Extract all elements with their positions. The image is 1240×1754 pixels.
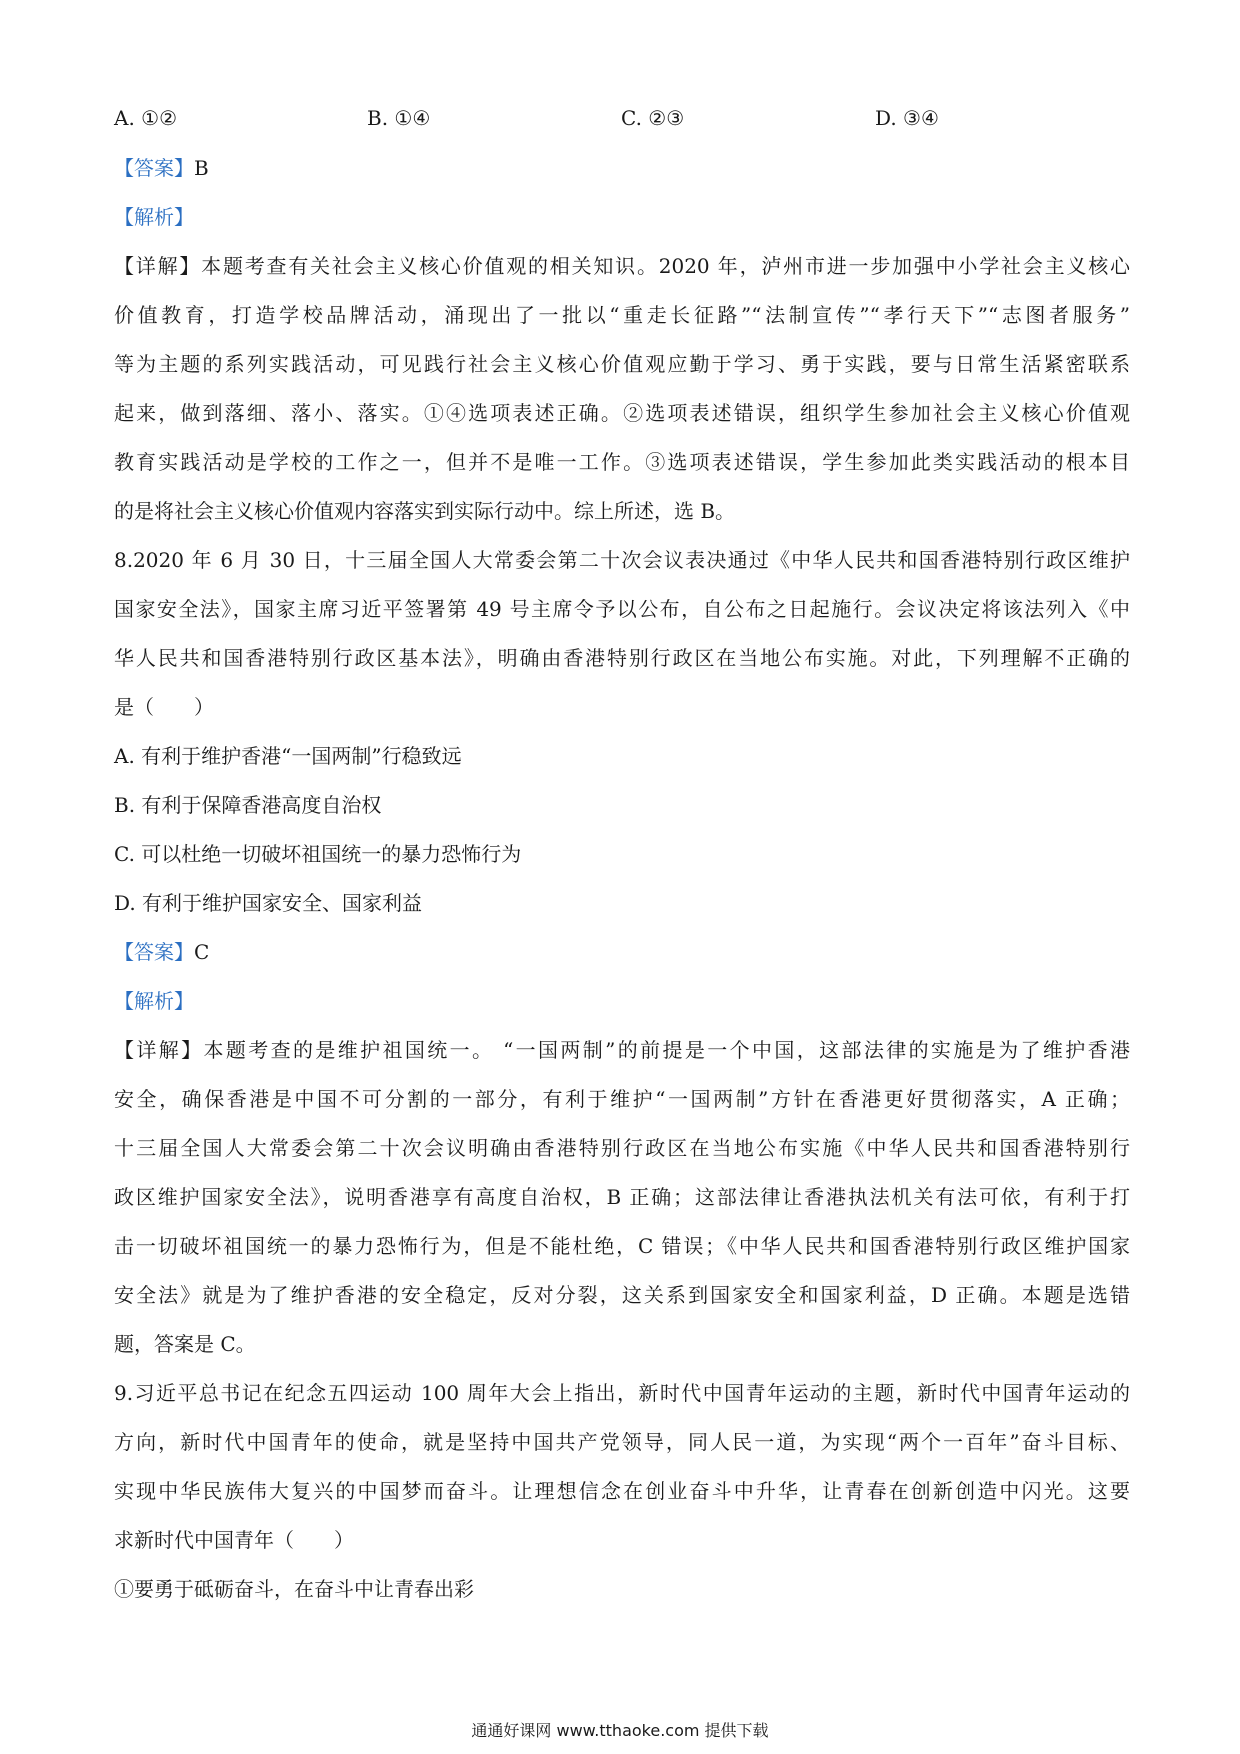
q8-option-a: A. 有利于维护香港“一国两制”行稳致远 [114, 744, 462, 768]
detail-text: 本题考查的是维护祖国统一。 “一国两制”的前提是一个中国，这部法律的实施是为了维护香港 [203, 1038, 1130, 1062]
q8-analysis-line [114, 987, 1130, 1015]
q7-option-a: A. ①② [114, 106, 178, 130]
q8-detail-line [114, 1036, 1130, 1064]
answer-tag: 【答案】 [114, 940, 194, 964]
q7-detail-line: 等为主题的系列实践活动，可见践行社会主义核心价值观应勤于学习、勇于实践，要与日常生活紧密联系 [114, 352, 1130, 376]
q7-detail-line: 的是将社会主义核心价值观内容落实到实际行动中。综上所述，选 B。 [114, 499, 736, 523]
q8-detail-line: 十三届全国人大常委会第二十次会议明确由香港特别行政区在当地公布实施《中华人民共和国香港特别行 [114, 1136, 1130, 1160]
q7-detail-line: 教育实践活动是学校的工作之一，但并不是唯一工作。③选项表述错误，学生参加此类实践活动的根本目 [114, 450, 1130, 474]
q9-stem-line: 9.习近平总书记在纪念五四运动 100 周年大会上指出，新时代中国青年运动的主题，新时代中国青年运动的 [114, 1381, 1130, 1405]
q9-item-1: ①要勇于砥砺奋斗，在奋斗中让青春出彩 [114, 1577, 474, 1601]
answer-tag: 【答案】 [114, 156, 194, 180]
q8-option-b: B. 有利于保障香港高度自治权 [114, 793, 382, 817]
detail-tag: 【详解】 [114, 1038, 204, 1062]
q8-detail-line: 安全法》就是为了维护香港的安全稳定，反对分裂，这关系到国家安全和国家利益，D 正确。本题是选错 [114, 1283, 1130, 1307]
page-footer: 通通好课网 www.tthaoke.com 提供下载 [471, 1721, 769, 1740]
detail-tag: 【详解】 [114, 254, 202, 278]
q8-option-c: C. 可以杜绝一切破坏祖国统一的暴力恐怖行为 [114, 842, 522, 866]
detail-text: 本题考查有关社会主义核心价值观的相关知识。2020 年，泸州市进一步加强中小学社会主义核心 [201, 254, 1131, 278]
q7-analysis-line [114, 203, 1130, 231]
answer-value: C [194, 940, 210, 964]
answer-value: B [194, 156, 209, 180]
analysis-tag: 【解析】 [114, 989, 194, 1013]
q8-detail-line: 题，答案是 C。 [114, 1332, 256, 1356]
q7-option-b: B. ①④ [367, 106, 431, 130]
q8-stem-line: 华人民共和国香港特别行政区基本法》，明确由香港特别行政区在当地公布实施。对此，下列理解不正确的 [114, 646, 1130, 670]
q8-stem-line: 是（ ） [114, 695, 214, 719]
q8-detail-line: 安全，确保香港是中国不可分割的一部分，有利于维护“一国两制”方针在香港更好贯彻落实，A 正确； [114, 1087, 1130, 1111]
q8-detail-line: 击一切破坏祖国统一的暴力恐怖行为，但是不能杜绝，C 错误；《中华人民共和国香港特别行政区维护国家 [114, 1234, 1130, 1258]
q7-answer-line [114, 154, 1130, 182]
q7-option-d: D. ③④ [875, 106, 939, 130]
q7-detail-line [114, 252, 1130, 280]
q9-stem-line: 方向，新时代中国青年的使命，就是坚持中国共产党领导，同人民一道，为实现“两个一百年”奋斗目标、 [114, 1430, 1130, 1454]
q8-answer-line [114, 938, 1130, 966]
q9-stem-line: 实现中华民族伟大复兴的中国梦而奋斗。让理想信念在创业奋斗中升华，让青春在创新创造中闪光。这要 [114, 1479, 1130, 1503]
q8-detail-line: 政区维护国家安全法》，说明香港享有高度自治权，B 正确；这部法律让香港执法机关有法可依，有利于打 [114, 1185, 1130, 1209]
q9-stem-line: 求新时代中国青年（ ） [114, 1528, 354, 1552]
analysis-tag: 【解析】 [114, 205, 194, 229]
q7-detail-line: 价值教育，打造学校品牌活动，涌现出了一批以“重走长征路”“法制宣传”“孝行天下”“志图者服务” [114, 303, 1130, 327]
q7-option-c: C. ②③ [621, 106, 685, 130]
q8-option-d: D. 有利于维护国家安全、国家利益 [114, 891, 423, 915]
q7-detail-line: 起来，做到落细、落小、落实。①④选项表述正确。②选项表述错误，组织学生参加社会主义核心价值观 [114, 401, 1130, 425]
q8-stem-line: 8.2020 年 6 月 30 日，十三届全国人大常委会第二十次会议表决通过《中华人民共和国香港特别行政区维护 [114, 548, 1130, 572]
q8-stem-line: 国家安全法》，国家主席习近平签署第 49 号主席令予以公布，自公布之日起施行。会议决定将该法列入《中 [114, 597, 1130, 621]
